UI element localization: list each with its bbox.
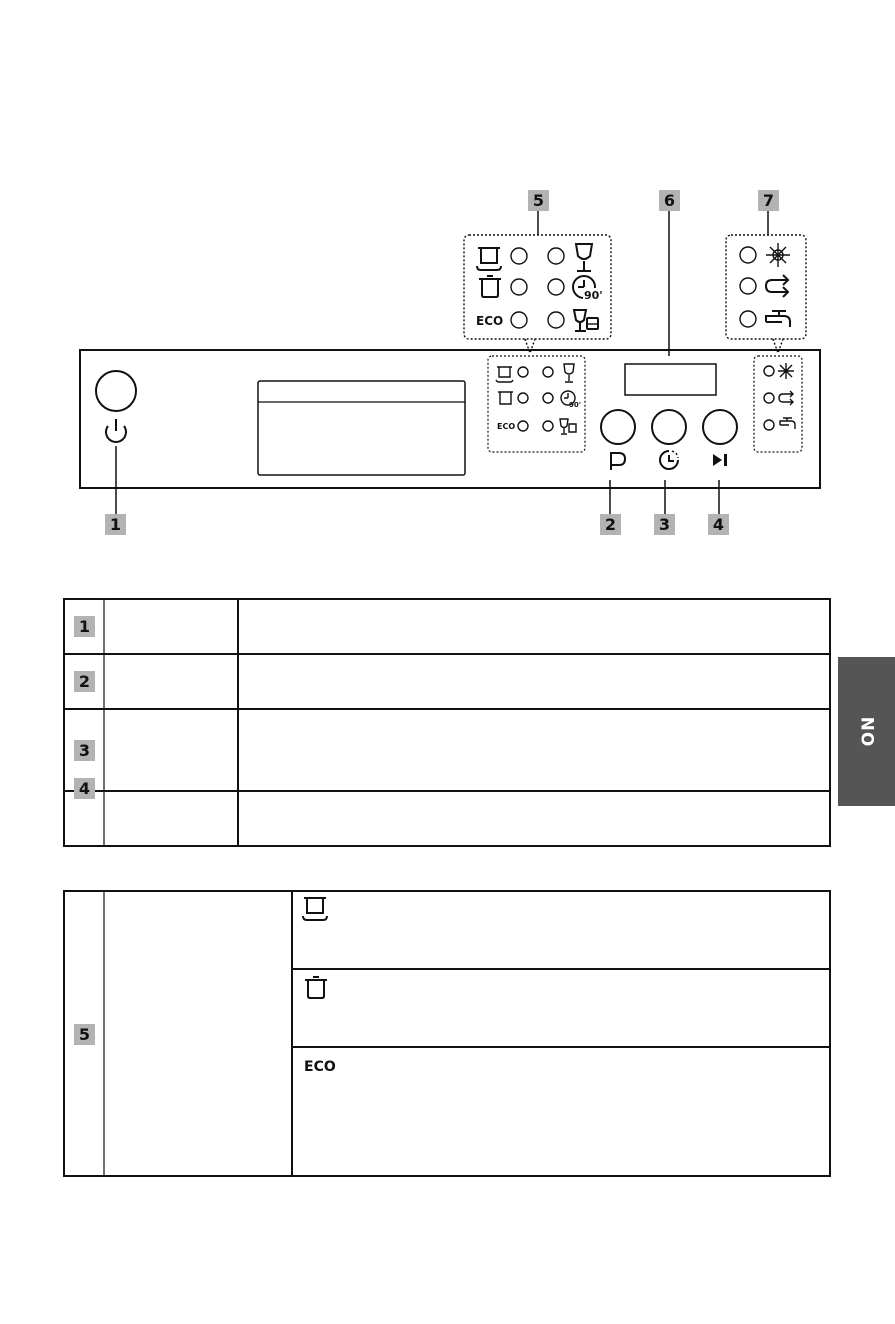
label-window	[258, 381, 465, 475]
program-led	[548, 248, 564, 264]
pot-icon	[498, 392, 513, 404]
program-led	[543, 421, 553, 431]
ninety-min-label: 90'	[584, 289, 603, 302]
row-number: 1	[78, 617, 91, 636]
pot-icon	[479, 276, 501, 297]
callout-badge-5	[528, 190, 549, 211]
callout-badge-6	[659, 190, 680, 211]
callout-badge-2	[600, 514, 621, 535]
row-number: 3	[78, 741, 91, 760]
program-led	[511, 279, 527, 295]
clock-90-icon	[561, 391, 581, 409]
eco-label: ECO	[497, 422, 516, 431]
glass-icon	[576, 244, 592, 271]
callout-badge-1	[105, 514, 126, 535]
intensive-pot-icon	[496, 367, 513, 382]
status-indicator-zoom	[726, 235, 806, 353]
table-row	[74, 616, 95, 637]
row-number: 5	[78, 1025, 91, 1044]
delay-clock-icon	[660, 451, 678, 469]
glass-and-cup-icon	[560, 419, 576, 434]
start-pause-button[interactable]	[703, 410, 737, 444]
glass-icon	[564, 364, 574, 382]
play-pause-icon	[713, 454, 727, 466]
program-led	[518, 367, 528, 377]
program-button[interactable]	[601, 410, 635, 444]
callout-number-3: 3	[658, 515, 671, 534]
table-row	[74, 778, 95, 799]
status-led	[740, 278, 756, 294]
power-button[interactable]	[96, 371, 136, 411]
display-window	[625, 364, 716, 395]
callout-number-4: 4	[712, 515, 725, 534]
row-number: 2	[78, 672, 91, 691]
salt-cycle-icon	[766, 275, 788, 297]
program-led	[543, 393, 553, 403]
program-indicator-zoom	[464, 235, 611, 353]
callout-number-5: 5	[532, 191, 545, 210]
program-led	[511, 248, 527, 264]
table-row	[74, 671, 95, 692]
program-p-icon	[611, 453, 625, 470]
rinse-aid-icon	[778, 363, 794, 379]
program-led	[543, 367, 553, 377]
delay-button[interactable]	[652, 410, 686, 444]
status-led	[764, 393, 774, 403]
control-panel	[80, 350, 820, 488]
ninety-min-label: 90'	[569, 401, 581, 409]
row-number: 4	[78, 779, 91, 798]
status-led	[764, 366, 774, 376]
callout-number-7: 7	[762, 191, 775, 210]
callout-badge-7	[758, 190, 779, 211]
table-row	[74, 740, 95, 761]
glass-and-cup-icon	[574, 310, 598, 331]
pot-icon	[305, 977, 327, 998]
status-led	[740, 247, 756, 263]
eco-label: ECO	[304, 1059, 336, 1075]
callout-number-6: 6	[663, 191, 676, 210]
program-led	[518, 393, 528, 403]
language-tab	[838, 657, 895, 806]
program-indicator-panel	[488, 356, 585, 452]
rinse-aid-icon	[766, 243, 790, 267]
table-1	[64, 599, 830, 846]
intensive-pot-icon	[303, 898, 327, 920]
eco-label: ECO	[476, 314, 504, 328]
status-indicator-panel	[754, 356, 802, 452]
water-tap-icon	[780, 418, 795, 429]
program-led	[548, 312, 564, 328]
callout-badge-3	[654, 514, 675, 535]
table-2	[64, 891, 830, 1176]
power-icon	[106, 419, 126, 442]
language-tab-label: NO	[856, 716, 877, 747]
program-led	[518, 421, 528, 431]
status-led	[764, 420, 774, 430]
water-tap-icon	[766, 311, 790, 327]
program-led	[548, 279, 564, 295]
program-led	[511, 312, 527, 328]
callout-badge-4	[708, 514, 729, 535]
clock-90-icon	[573, 276, 603, 302]
callout-number-1: 1	[109, 515, 122, 534]
intensive-pot-icon	[477, 248, 501, 270]
callout-number-2: 2	[604, 515, 617, 534]
salt-cycle-icon	[779, 391, 793, 405]
status-led	[740, 311, 756, 327]
